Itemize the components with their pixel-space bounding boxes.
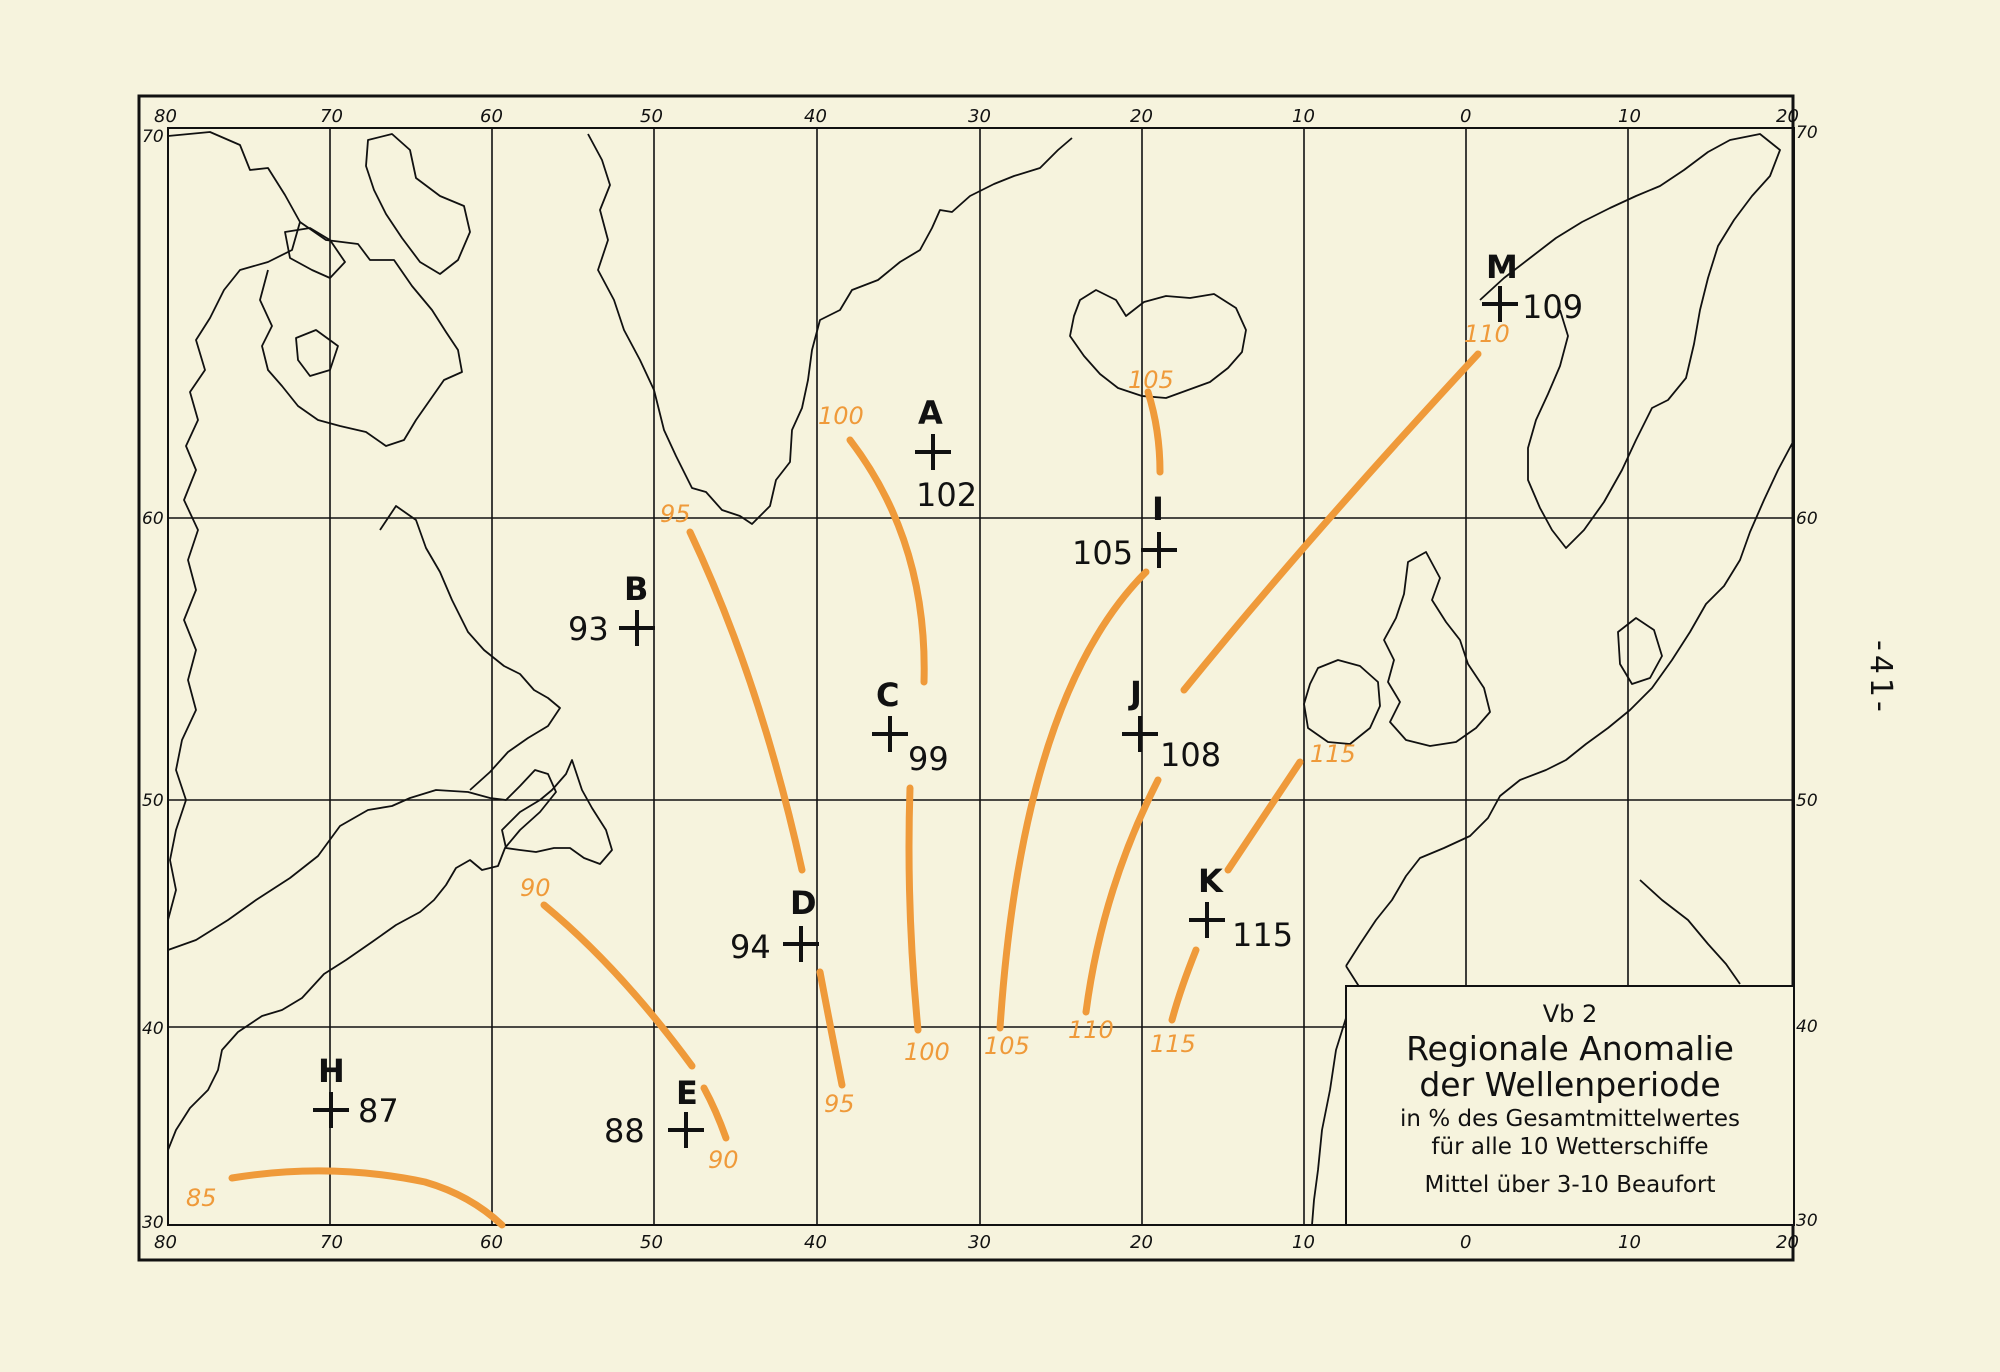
lat-label-left: 30 — [142, 1213, 164, 1233]
coast-greenland — [588, 134, 1072, 524]
lon-label-top: 50 — [640, 106, 663, 127]
legend-title-line2: der Wellenperiode — [1419, 1065, 1721, 1104]
isoline-105 — [1148, 392, 1160, 472]
isoline-95 — [820, 972, 842, 1085]
isoline-label: 95 — [824, 1090, 855, 1118]
lon-label-bottom: 80 — [154, 1232, 177, 1253]
ship-letter: M — [1486, 248, 1518, 286]
lon-label-bottom: 0 — [1460, 1232, 1472, 1253]
coast-europe-mainland — [1346, 440, 1794, 966]
lon-label-top: 20 — [1776, 106, 1799, 127]
ship-value: 93 — [568, 610, 609, 648]
ship-cross-marker — [619, 610, 655, 646]
coast-ireland — [1304, 660, 1380, 744]
legend-subtitle-line3: Mittel über 3-10 Beaufort — [1424, 1172, 1716, 1198]
legend-subtitle-line2: für alle 10 Wetterschiffe — [1431, 1134, 1709, 1160]
lon-label-top: 0 — [1460, 106, 1472, 127]
lat-label-left: 60 — [142, 509, 164, 529]
ship-value: 105 — [1072, 534, 1134, 572]
weather-ship-a — [915, 394, 977, 514]
isoline-115 — [1172, 950, 1196, 1020]
legend-subtitle-line1: in % des Gesamtmittelwertes — [1400, 1106, 1740, 1132]
lon-label-bottom: 50 — [640, 1232, 663, 1253]
ship-cross-marker — [1482, 286, 1518, 322]
isoline-85 — [232, 1171, 502, 1225]
lon-label-top: 40 — [804, 106, 827, 127]
coast-arctic-islands-3 — [366, 134, 470, 274]
ship-cross-marker — [1189, 902, 1225, 938]
lon-label-top: 10 — [1292, 106, 1315, 127]
isoline-90 — [704, 1088, 726, 1138]
isoline-95 — [690, 532, 802, 870]
isoline-label: 105 — [1128, 366, 1174, 394]
weather-ship-m — [1482, 248, 1583, 326]
lon-label-bottom: 20 — [1776, 1232, 1799, 1253]
isoline-90 — [544, 905, 692, 1066]
isoline-label: 105 — [984, 1032, 1030, 1060]
latitude-labels-left — [142, 127, 164, 1233]
legend-code: Ⅴb 2 — [1542, 1000, 1598, 1028]
lon-label-top: 10 — [1618, 106, 1641, 127]
ship-value: 99 — [908, 740, 949, 778]
ship-cross-marker — [783, 926, 819, 962]
ship-letter: E — [676, 1074, 698, 1112]
weather-ship-h — [313, 1052, 399, 1130]
isoline-label: 85 — [186, 1184, 217, 1212]
ship-cross-marker — [668, 1112, 704, 1148]
lon-label-bottom: 60 — [480, 1232, 503, 1253]
ship-cross-marker — [313, 1092, 349, 1128]
coast-arctic-islands-2 — [296, 330, 338, 376]
lon-label-bottom: 30 — [968, 1232, 991, 1253]
isoline-label: 110 — [1464, 320, 1510, 348]
lon-label-bottom: 10 — [1292, 1232, 1315, 1253]
isoline-labels — [186, 320, 1510, 1212]
lon-label-top: 20 — [1130, 106, 1153, 127]
lat-label-right: 70 — [1796, 123, 1818, 143]
isoline-label: 90 — [708, 1146, 739, 1174]
lon-label-bottom: 40 — [804, 1232, 827, 1253]
isoline-100 — [850, 440, 924, 682]
longitude-labels-top — [154, 106, 1799, 127]
isoline-100 — [909, 788, 918, 1030]
lat-label-left: 50 — [142, 791, 164, 811]
page-number: -41- — [1863, 640, 1898, 716]
isoline-115 — [1228, 762, 1300, 870]
coast-labrador-hudson — [380, 506, 560, 790]
isoline-label: 95 — [660, 500, 691, 528]
coast-great-britain — [1384, 552, 1490, 746]
lat-label-right: 40 — [1796, 1017, 1818, 1037]
lat-label-right: 30 — [1796, 1211, 1818, 1231]
coast-italy — [1640, 880, 1740, 984]
ship-value: 109 — [1522, 288, 1584, 326]
ship-value: 115 — [1232, 916, 1294, 954]
lat-label-right: 50 — [1796, 791, 1818, 811]
ship-letter: K — [1198, 862, 1223, 900]
coast-jutland — [1618, 618, 1662, 684]
ship-letter: J — [1130, 674, 1142, 712]
isoline-110 — [1086, 780, 1158, 1012]
lon-label-top: 70 — [320, 106, 343, 127]
ship-value: 102 — [916, 476, 978, 514]
ship-cross-marker — [1122, 716, 1158, 752]
map-legend — [1346, 986, 1794, 1225]
coast-iberia-west — [1312, 1018, 1346, 1225]
ship-value: 108 — [1160, 736, 1222, 774]
coast-newfoundland — [502, 760, 612, 864]
isolines — [232, 354, 1478, 1225]
weather-ship-k — [1189, 862, 1293, 954]
weather-ship-b — [568, 570, 655, 648]
ship-letter: H — [318, 1052, 345, 1090]
ship-letter: C — [876, 676, 900, 714]
ship-letter: B — [624, 570, 649, 608]
coast-arctic-islands-1 — [285, 228, 345, 278]
lon-label-bottom: 70 — [320, 1232, 343, 1253]
latitude-labels-right — [1796, 123, 1818, 1231]
lon-label-top: 30 — [968, 106, 991, 127]
ship-cross-marker — [872, 716, 908, 752]
weather-ship-i — [1072, 490, 1177, 572]
ship-letter: A — [918, 394, 943, 432]
ship-cross-marker — [1141, 532, 1177, 568]
lat-label-left: 40 — [142, 1019, 164, 1039]
isoline-label: 110 — [1068, 1016, 1114, 1044]
coast-north-america — [168, 132, 556, 1150]
ship-letter: D — [790, 884, 817, 922]
weather-ship-c — [872, 676, 949, 778]
ship-value: 87 — [358, 1092, 399, 1130]
longitude-labels-bottom — [154, 1232, 1799, 1253]
isoline-110 — [1184, 354, 1478, 690]
isoline-label: 90 — [520, 874, 551, 902]
lon-label-bottom: 10 — [1618, 1232, 1641, 1253]
legend-title-line1: Regionale Anomalie — [1406, 1029, 1734, 1068]
weather-ship-j — [1122, 674, 1221, 774]
weather-ship-d — [730, 884, 819, 966]
lat-label-left: 70 — [142, 127, 164, 147]
isoline-label: 100 — [904, 1038, 950, 1066]
lon-label-top: 60 — [480, 106, 503, 127]
isoline-label: 115 — [1150, 1030, 1196, 1058]
ship-value: 94 — [730, 928, 771, 966]
ship-cross-marker — [915, 434, 951, 470]
lon-label-top: 80 — [154, 106, 177, 127]
lon-label-bottom: 20 — [1130, 1232, 1153, 1253]
lat-label-right: 60 — [1796, 509, 1818, 529]
ship-value: 88 — [604, 1112, 645, 1150]
coast-scandinavia — [1480, 134, 1780, 548]
isoline-label: 100 — [818, 402, 864, 430]
isoline-label: 115 — [1310, 740, 1356, 768]
ship-letter: I — [1152, 490, 1164, 528]
